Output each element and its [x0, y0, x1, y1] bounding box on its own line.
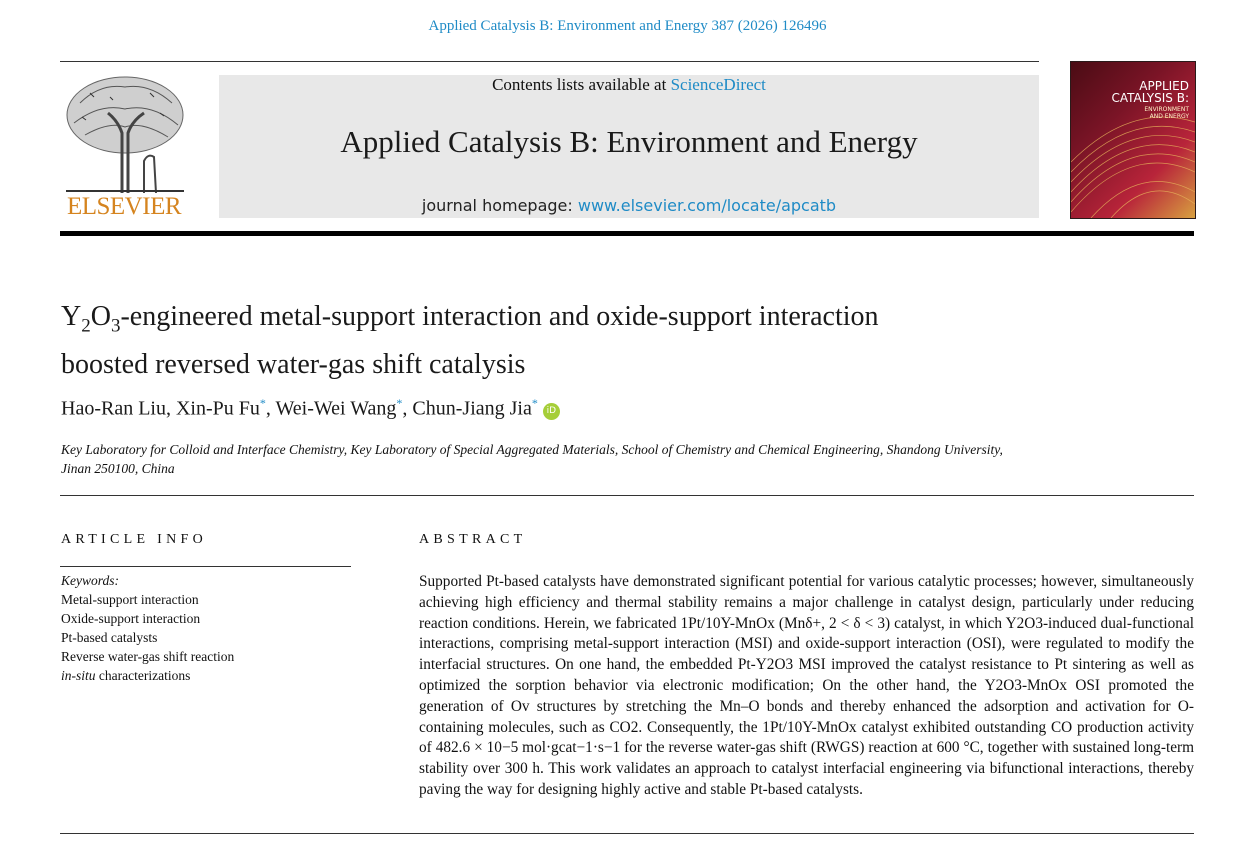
- author-name[interactable]: Hao-Ran Liu: [61, 397, 166, 420]
- sciencedirect-link[interactable]: ScienceDirect: [670, 75, 766, 94]
- cover-subtitle-line2: AND ENERGY: [1149, 113, 1189, 120]
- keyword-italic-part: in-situ: [61, 668, 96, 683]
- article-info-heading: ARTICLE INFO: [61, 532, 208, 547]
- cover-title-line1: APPLIED: [1139, 79, 1189, 93]
- abstract-text: Supported Pt-based catalysts have demonstrated significant potential for various catalytic processes; however, simultaneously achieving high efficiency and thermal stability remains a major challenge in catalyst design, particularly under reducing reaction conditions. Herein, we fabricated 1Pt/10Y-MnOx (Mnδ+, 2 < δ < 3) catalyst, in which Y2O3-induced dual-functional interactions, comprising metal-support interaction (MSI) and oxide-support interaction (OSI), were regulated to modify the interfacial structures. On one hand, the embedded Pt-Y2O3 MSI improved the catalyst resistance to Pt sintering as well as optimized the sorption behavior via electronic modification; On the other hand, the Y2O3-MnOx OSI promoted the generation of Ov structures by stretching the Mn–O bonds and thereby enhanced the adsorption and activation for O-containing molecules, such as CO2. Consequently, the 1Pt/10Y-MnOx catalyst exhibited outstanding CO production activity of 482.6 × 10−5 mol·gcat−1·s−1 for the reverse water-gas shift (RWGS) reaction at 600 °C, together with sustained long-term stability over 300 h. This work validates an approach to catalyst interfacial engineering via bifunctional interactions, thereby paving the way for designing highly active and stable Pt-based catalysts.: [419, 573, 1194, 798]
- cover-title: [1111, 80, 1189, 104]
- author-list: Hao-Ran Liu, Xin-Pu Fu*, Wei-Wei Wang*, Chun-Jiang Jia* iD: [61, 396, 560, 421]
- keyword-item: Reverse water-gas shift reaction: [61, 649, 235, 664]
- keyword-item: Oxide-support interaction: [61, 611, 201, 626]
- corresponding-author-mark[interactable]: *: [396, 396, 403, 410]
- author-name[interactable]: Chun-Jiang Jia: [412, 397, 532, 420]
- journal-homepage: [219, 196, 1039, 216]
- author-name[interactable]: Wei-Wei Wang: [275, 397, 397, 420]
- keyword-item: Metal-support interaction: [61, 592, 199, 607]
- contents-prefix: Contents lists available at: [492, 75, 671, 94]
- corresponding-author-mark[interactable]: *: [531, 396, 538, 410]
- cover-subtitle: [1144, 106, 1189, 120]
- journal-citation[interactable]: Applied Catalysis B: Environment and Energy 387 (2026) 126496: [428, 18, 827, 34]
- section-divider: [60, 495, 1194, 496]
- journal-name: Applied Catalysis B: Environment and Energy: [340, 124, 918, 159]
- affiliation: Key Laboratory for Colloid and Interface Chemistry, Key Laboratory of Special Aggregated Materials, School of Chemistry and Chemical Engineering, Shandong University, Jinan 250100, China: [61, 442, 1003, 476]
- keywords-list: [61, 571, 234, 685]
- orcid-icon[interactable]: iD: [543, 403, 560, 420]
- homepage-prefix: journal homepage:: [421, 196, 578, 215]
- keyword-item: Pt-based catalysts: [61, 630, 158, 645]
- title-y: Y: [61, 301, 82, 332]
- article-title: [61, 298, 1061, 384]
- keyword-rest-part: characterizations: [95, 668, 191, 683]
- elsevier-wordmark: ELSEVIER: [66, 193, 182, 220]
- title-line2: boosted reversed water-gas shift catalysis: [61, 348, 526, 380]
- header-bottom-rule: [60, 231, 1194, 236]
- title-sub-2: 2: [81, 315, 91, 337]
- keyword-item: [61, 666, 234, 685]
- journal-banner: [219, 75, 1039, 218]
- cover-subtitle-line1: ENVIRONMENT: [1144, 106, 1189, 113]
- corresponding-author-mark[interactable]: *: [259, 396, 266, 410]
- contents-available: [219, 75, 1039, 95]
- title-line1-rest: -engineered metal-support interaction and oxide-support interaction: [120, 301, 879, 332]
- journal-cover-image[interactable]: [1070, 61, 1196, 219]
- homepage-link[interactable]: www.elsevier.com/locate/apcatb: [577, 196, 837, 215]
- elsevier-tree-icon: [60, 73, 190, 193]
- abstract-bottom-rule: [60, 833, 1194, 834]
- abstract-heading: ABSTRACT: [419, 532, 527, 547]
- article-info-rule: [60, 566, 351, 567]
- cover-title-line2: CATALYSIS B:: [1111, 91, 1189, 105]
- title-o: O: [90, 301, 111, 332]
- header-top-rule: [60, 61, 1039, 62]
- keywords-label: Keywords:: [61, 573, 119, 588]
- elsevier-logo[interactable]: [60, 73, 190, 221]
- author-name[interactable]: Xin-Pu Fu: [175, 397, 260, 420]
- title-sub-3: 3: [110, 315, 121, 337]
